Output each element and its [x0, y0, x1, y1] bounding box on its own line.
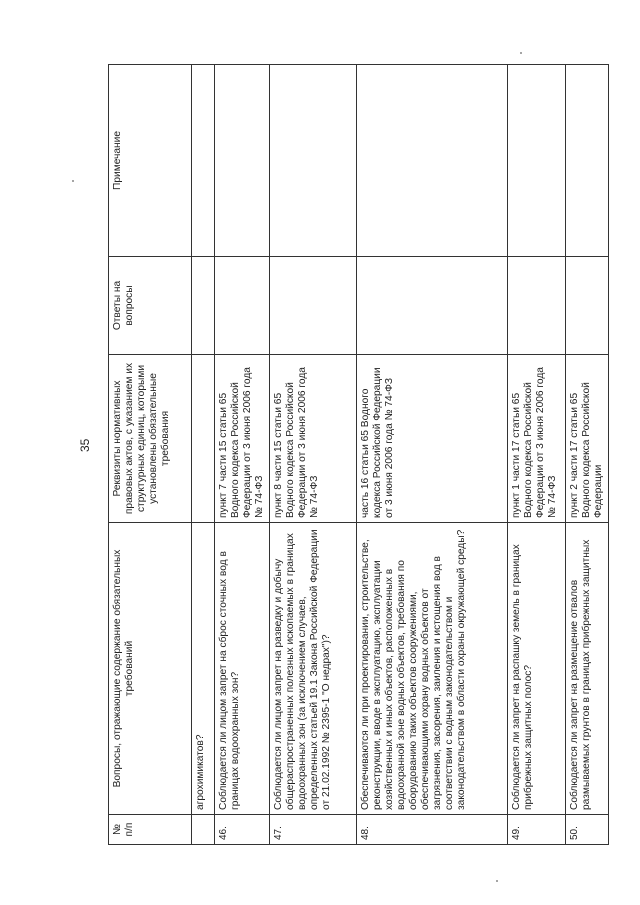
row-num: 49. [508, 815, 566, 845]
row-num [192, 815, 215, 845]
row-answer [270, 257, 357, 355]
table-row [192, 65, 215, 845]
row-question: Соблюдается ли запрет на распашку земель в границах прибрежных защитных полос? [508, 523, 566, 815]
row-note [566, 65, 609, 257]
row-question: Обеспечиваются ли при проектировании, строительстве, реконструкции, вводе в эксплуатацию, эксплуатации хозяйственных и иных объектов, расположенных в водоохранной зоне водных объектов, требования по оборудованию таких объектов сооружениями, обеспечивающими охрану водных объектов от загрязнения, засорения, заиления и истощения вод в соответствии с водным законодательством и законодательством в области охраны окружающей среды? [357, 523, 508, 815]
header-question: Вопросы, отражающие содержание обязательных требований [109, 523, 192, 815]
table-row [357, 65, 508, 845]
row-num: 48. [357, 815, 508, 845]
row-question: Соблюдается ли лицом запрет на разведку и добычу общераспространенных полезных ископаемых в границах водоохранных зон (за исключением случаев, определенных статьей 19.1 Закона Российской Федерации от 21.02.1992 № 2395-1 "О недрах")? [270, 523, 357, 815]
row-num: 47. [270, 815, 357, 845]
row-answer [192, 257, 215, 355]
scan-speck [72, 180, 74, 182]
rotated-page-content [108, 65, 605, 845]
row-answer [215, 257, 270, 355]
row-note [270, 65, 357, 257]
row-note [508, 65, 566, 257]
row-note [215, 65, 270, 257]
header-num: № п/п [109, 815, 192, 845]
row-num: 46. [215, 815, 270, 845]
row-answer [508, 257, 566, 355]
row-question: агрохимикатов? [192, 523, 215, 815]
table-row [508, 65, 566, 845]
row-requisites: пункт 1 части 17 статьи 65 Водного кодекса Российской Федерации от 3 июня 2006 года № 74-ФЗ [508, 355, 566, 523]
row-note [357, 65, 508, 257]
row-requisites [192, 355, 215, 523]
row-question: Соблюдается ли запрет на размещение отвалов размываемых грунтов в границах прибрежных защитных [566, 523, 609, 815]
header-requisites: Реквизиты нормативных правовых актов, с указанием их структурных единиц, которыми установлены обязательные требования [109, 355, 192, 523]
row-requisites: пункт 7 части 15 статьи 65 Водного кодекса Российской Федерации от 3 июня 2006 года № 74-ФЗ [215, 355, 270, 523]
row-note [192, 65, 215, 257]
table-row [215, 65, 270, 845]
row-requisites: часть 16 статьи 65 Водного кодекса Российской Федерации от 3 июня 2006 года № 74-ФЗ [357, 355, 508, 523]
row-question: Соблюдается ли лицом запрет на сброс сточных вод в границах водоохранных зон? [215, 523, 270, 815]
row-answer [357, 257, 508, 355]
page-number: 35 [78, 438, 92, 452]
table-row [270, 65, 357, 845]
row-requisites: пункт 8 части 15 статьи 65 Водного кодекса Российской Федерации от 3 июня 2006 года № 74-ФЗ [270, 355, 357, 523]
table-header-row [109, 65, 192, 845]
row-requisites: пункт 2 части 17 статьи 65 Водного кодекса Российской Федерации [566, 355, 609, 523]
row-answer [566, 257, 609, 355]
header-answers: Ответы на вопросы [109, 257, 192, 355]
requirements-table [108, 64, 609, 845]
header-note: Примечание [109, 65, 192, 257]
scan-speck [496, 880, 498, 882]
table-row [566, 65, 609, 845]
scan-speck [520, 52, 522, 54]
row-num: 50. [566, 815, 609, 845]
